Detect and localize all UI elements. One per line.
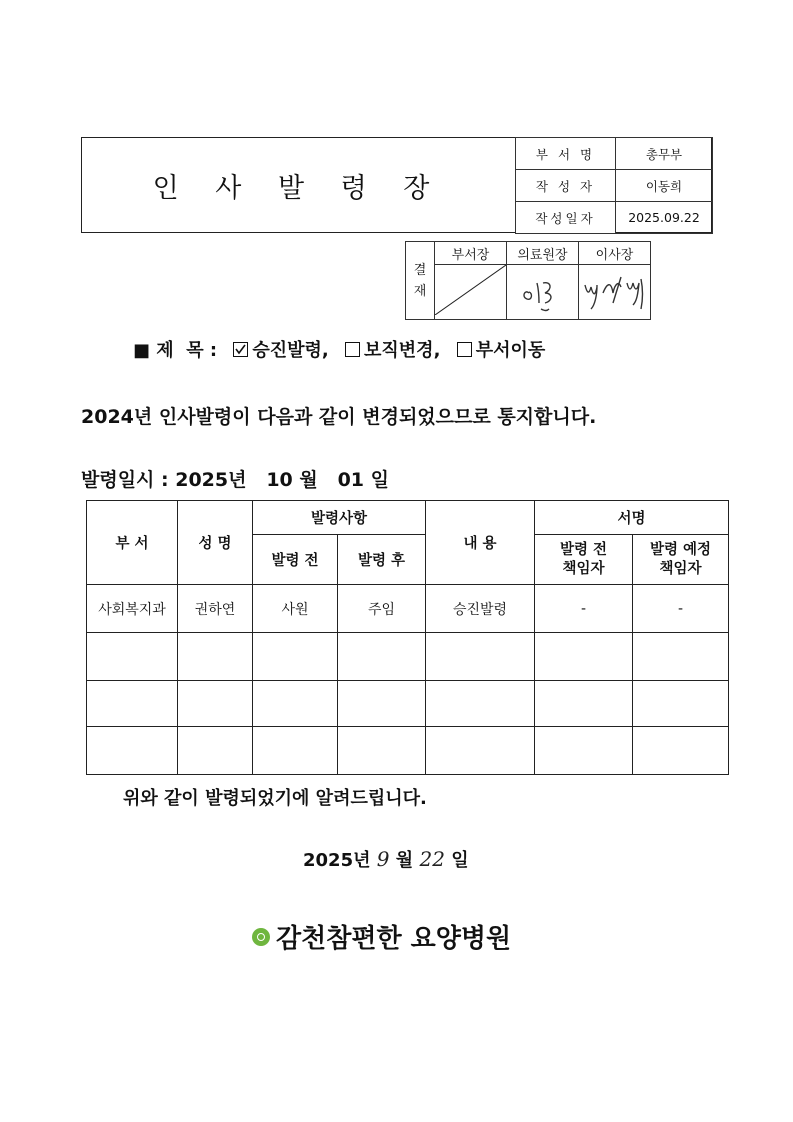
option-label: 승진발령,: [252, 340, 329, 361]
cell-after: [338, 727, 426, 775]
sign-year: 2025년: [303, 850, 371, 871]
col-sign-before: 발령 전 책임자: [535, 535, 633, 585]
table-row: [87, 681, 729, 727]
approval-slot-director: [507, 265, 579, 320]
cell-before: [253, 681, 338, 727]
col-sign-after: 발령 예정 책임자: [633, 535, 729, 585]
meta-label: 작성일자: [516, 202, 616, 234]
cell-name: [178, 681, 253, 727]
col-order: 발령사항: [253, 501, 426, 535]
cell-dept: [87, 633, 178, 681]
meta-row: [516, 202, 713, 234]
sign-date: [303, 846, 469, 872]
cell-content: [426, 633, 535, 681]
cell-after: [338, 681, 426, 727]
col-sign: 서명: [535, 501, 729, 535]
meta-row: [516, 170, 713, 202]
meta-value: 이동희: [616, 170, 713, 202]
approval-label: [406, 242, 435, 320]
cell-dept: 사회복지과: [87, 585, 178, 633]
option-label: 부서이동: [475, 340, 546, 361]
option-label: 보직변경,: [364, 340, 441, 361]
signature-chairman: [579, 265, 650, 315]
sign-month-handwritten: 9: [376, 847, 390, 871]
cell-sign-before: [535, 633, 633, 681]
closing-text: 위와 같이 발령되었기에 알려드립니다.: [123, 788, 427, 809]
col-after: 발령 후: [338, 535, 426, 585]
checkbox-position-change[interactable]: [345, 342, 360, 357]
meta-row: [516, 138, 713, 170]
cell-before: [253, 727, 338, 775]
checkbox-promotion[interactable]: [233, 342, 248, 357]
approval-slot-chairman: [579, 265, 651, 320]
cell-sign-after: [633, 681, 729, 727]
cell-sign-after: [633, 633, 729, 681]
diagonal-line: [435, 265, 506, 315]
col-content: 내 용: [426, 501, 535, 585]
cell-after: 주임: [338, 585, 426, 633]
organization-name: 감천참편한 요양병원: [276, 924, 512, 954]
effective-date: 발령일시 : 2025년 10 월 01 일: [81, 469, 389, 491]
meta-value: 총무부: [616, 138, 713, 170]
approval-col-head: 이사장: [579, 242, 651, 265]
hospital-logo-icon: [252, 928, 270, 946]
cell-content: [426, 727, 535, 775]
signature-director: [507, 265, 578, 315]
meta-table: [515, 137, 713, 234]
meta-label: 작 성 자: [516, 170, 616, 202]
meta-label: 부 서 명: [516, 138, 616, 170]
cell-sign-after: -: [633, 585, 729, 633]
approval-slot-dept-head: [435, 265, 507, 320]
check-icon: [234, 343, 247, 356]
sign-day-handwritten: 22: [419, 847, 445, 871]
col-name: 성 명: [178, 501, 253, 585]
table-row: [87, 585, 729, 633]
table-row: [87, 633, 729, 681]
sign-month-unit: 월: [395, 850, 414, 871]
cell-name: [178, 727, 253, 775]
cell-sign-before: -: [535, 585, 633, 633]
meta-value: 2025.09.22: [616, 202, 713, 234]
table-row: [87, 727, 729, 775]
cell-sign-before: [535, 681, 633, 727]
statement: 2024년 인사발령이 다음과 같이 변경되었으므로 통지합니다.: [81, 406, 597, 428]
checkbox-dept-transfer[interactable]: [457, 342, 472, 357]
cell-content: 승진발령: [426, 585, 535, 633]
cell-content: [426, 681, 535, 727]
cell-name: [178, 633, 253, 681]
cell-before: 사원: [253, 585, 338, 633]
cell-after: [338, 633, 426, 681]
subject-line: [133, 336, 545, 362]
page-title: 인 사 발 령 장: [152, 172, 444, 204]
approval-label-text: 결재: [413, 262, 427, 299]
cell-name: 권하연: [178, 585, 253, 633]
cell-dept: [87, 727, 178, 775]
approval-col-head: 의료원장: [507, 242, 579, 265]
approval-col-head: 부서장: [435, 242, 507, 265]
cell-sign-after: [633, 727, 729, 775]
approval-table: [405, 241, 651, 320]
subject-prefix: ■ 제 목 :: [133, 340, 218, 361]
col-dept: 부 서: [87, 501, 178, 585]
cell-dept: [87, 681, 178, 727]
sign-day-unit: 일: [451, 850, 469, 871]
organization: [252, 918, 511, 955]
col-before: 발령 전: [253, 535, 338, 585]
cell-sign-before: [535, 727, 633, 775]
cell-before: [253, 633, 338, 681]
appointment-table: [86, 500, 729, 775]
